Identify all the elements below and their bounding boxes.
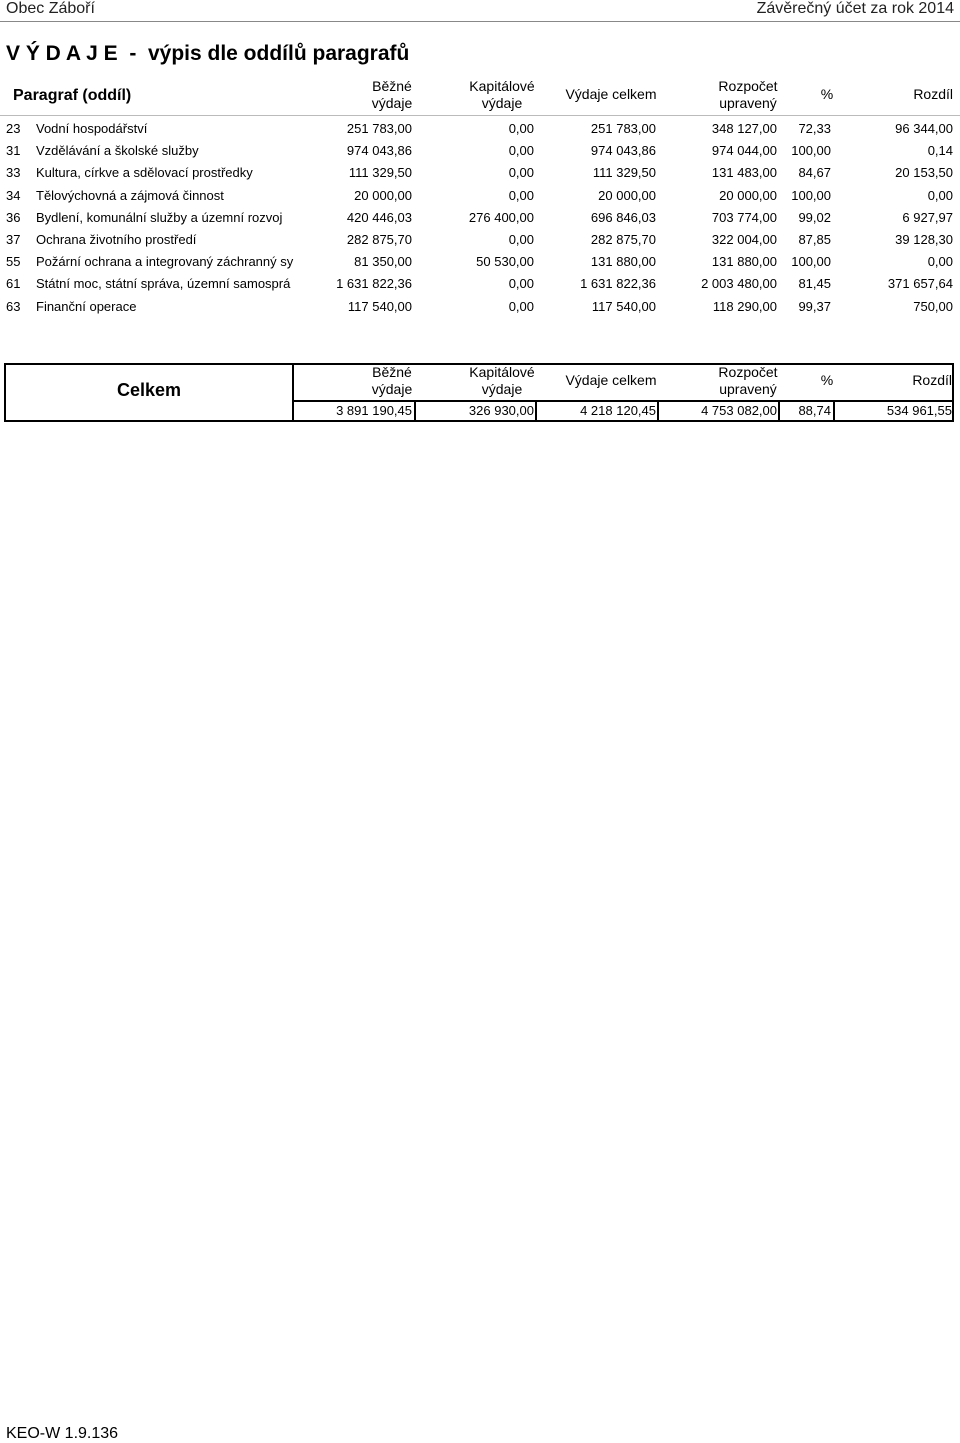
- row-name: Státní moc, státní správa, územní samosprá: [36, 276, 291, 291]
- column-header-pct: %: [820, 86, 834, 102]
- row-rozdil: 371 657,64: [887, 276, 953, 291]
- municipality-name: Obec Záboří: [6, 0, 95, 17]
- totals-label: Celkem: [116, 380, 182, 400]
- totals-rozdil: 534 961,55: [886, 403, 952, 418]
- row-kapitalove: 0,00: [508, 188, 534, 203]
- row-pct: 99,02: [798, 210, 831, 225]
- column-header-paragraf: Paragraf (oddíl): [13, 87, 132, 104]
- row-celkem: 117 540,00: [591, 299, 656, 314]
- row-code: 31: [6, 143, 21, 158]
- row-rozdil: 0,14: [927, 143, 953, 158]
- column-header-divider: [0, 115, 960, 116]
- table-row: [0, 118, 960, 140]
- row-celkem: 251 783,00: [590, 121, 656, 136]
- totals-header-celkem: Výdaje celkem: [565, 372, 657, 388]
- column-header-bezne-line1: Běžné: [372, 78, 412, 94]
- row-bezne: 420 446,03: [346, 210, 412, 225]
- totals-rozpocet: 4 753 082,00: [701, 403, 777, 418]
- row-rozpocet: 131 483,00: [711, 165, 777, 180]
- row-rozdil: 96 344,00: [895, 121, 953, 136]
- row-bezne: 111 329,50: [348, 165, 412, 180]
- row-kapitalove: 50 530,00: [476, 254, 534, 269]
- row-kapitalove: 0,00: [508, 299, 534, 314]
- totals-header-rozpocet-line1: Rozpočet: [718, 364, 778, 380]
- column-header-bezne-line2: výdaje: [371, 95, 413, 111]
- row-pct: 100,00: [791, 188, 831, 203]
- row-code: 37: [6, 232, 21, 247]
- totals-header-kapitalove-line1: Kapitálové: [469, 364, 535, 380]
- totals-header-kapitalove: [462, 364, 542, 398]
- column-header-kapitalove-line2: výdaje: [481, 95, 523, 111]
- row-code: 61: [6, 276, 21, 291]
- row-rozpocet: 2 003 480,00: [701, 276, 777, 291]
- row-name: Bydlení, komunální služby a územní rozvoj: [36, 210, 283, 225]
- row-pct: 99,37: [798, 299, 831, 314]
- row-kapitalove: 0,00: [508, 121, 534, 136]
- totals-cell-separator: [414, 400, 416, 422]
- row-rozdil: 0,00: [927, 254, 953, 269]
- row-code: 36: [6, 210, 21, 225]
- row-rozdil: 750,00: [913, 299, 953, 314]
- table-row: [0, 185, 960, 207]
- table-row: [0, 162, 960, 184]
- row-bezne: 20 000,00: [354, 188, 412, 203]
- row-rozdil: 20 153,50: [895, 165, 953, 180]
- row-name: Vzdělávání a školské služby: [36, 143, 199, 158]
- row-pct: 87,85: [798, 232, 831, 247]
- row-bezne: 1 631 822,36: [336, 276, 412, 291]
- column-header-celkem: Výdaje celkem: [565, 86, 657, 102]
- column-header-rozpocet-line1: Rozpočet: [718, 78, 778, 94]
- row-code: 55: [6, 254, 21, 269]
- row-name: Vodní hospodářství: [36, 121, 148, 136]
- row-code: 63: [6, 299, 21, 314]
- header-divider: [0, 21, 960, 22]
- row-celkem: 111 329,50: [592, 165, 656, 180]
- totals-header-kapitalove-line2: výdaje: [481, 381, 523, 397]
- row-pct: 84,67: [798, 165, 831, 180]
- totals-header-rozdil: Rozdíl: [912, 372, 952, 388]
- row-rozpocet: 118 290,00: [712, 299, 777, 314]
- column-header-rozpocet-line2: upravený: [719, 95, 777, 111]
- row-bezne: 282 875,70: [346, 232, 412, 247]
- row-rozpocet: 322 004,00: [711, 232, 777, 247]
- table-row: [0, 140, 960, 162]
- row-bezne: 251 783,00: [346, 121, 412, 136]
- row-celkem: 282 875,70: [590, 232, 656, 247]
- row-bezne: 974 043,86: [346, 143, 412, 158]
- totals-cell-separator: [657, 400, 659, 422]
- row-celkem: 696 846,03: [590, 210, 656, 225]
- table-row: [0, 296, 960, 318]
- row-pct: 72,33: [798, 121, 831, 136]
- row-celkem: 131 880,00: [590, 254, 656, 269]
- row-code: 33: [6, 165, 21, 180]
- row-rozdil: 0,00: [927, 188, 953, 203]
- row-code: 23: [6, 121, 21, 136]
- row-name: Ochrana životního prostředí: [36, 232, 197, 247]
- row-name: Tělovýchovná a zájmová činnost: [36, 188, 224, 203]
- row-rozpocet: 703 774,00: [711, 210, 777, 225]
- row-bezne: 81 350,00: [354, 254, 412, 269]
- row-rozdil: 6 927,97: [902, 210, 953, 225]
- column-header-rozdil: Rozdíl: [913, 86, 953, 102]
- row-rozpocet: 20 000,00: [719, 188, 777, 203]
- table-row: [0, 207, 960, 229]
- row-pct: 100,00: [791, 143, 831, 158]
- row-celkem: 20 000,00: [598, 188, 656, 203]
- row-kapitalove: 0,00: [508, 232, 534, 247]
- totals-header-rozpocet-line2: upravený: [719, 381, 777, 397]
- row-rozpocet: 131 880,00: [711, 254, 777, 269]
- totals-cell-separator: [778, 400, 780, 422]
- column-header-kapitalove-line1: Kapitálové: [469, 78, 535, 94]
- row-name: Finanční operace: [36, 299, 137, 314]
- page-title: V Ý D A J E - výpis dle oddílů paragrafů: [6, 42, 410, 65]
- table-row: [0, 229, 960, 251]
- totals-pct: 88,74: [798, 403, 831, 418]
- row-kapitalove: 276 400,00: [468, 210, 534, 225]
- totals-header-bezne-line2: výdaje: [371, 381, 413, 397]
- row-celkem: 1 631 822,36: [580, 276, 656, 291]
- column-header-rozpocet: [708, 78, 788, 112]
- row-celkem: 974 043,86: [590, 143, 656, 158]
- report-title: Závěrečný účet za rok 2014: [756, 0, 954, 17]
- totals-bezne: 3 891 190,45: [336, 403, 412, 418]
- row-code: 34: [6, 188, 21, 203]
- row-bezne: 117 540,00: [347, 299, 412, 314]
- table-row: [0, 251, 960, 273]
- row-kapitalove: 0,00: [508, 276, 534, 291]
- totals-header-pct: %: [820, 372, 834, 388]
- row-rozpocet: 348 127,00: [711, 121, 777, 136]
- row-pct: 81,45: [798, 276, 831, 291]
- totals-celkem: 4 218 120,45: [580, 403, 656, 418]
- row-pct: 100,00: [791, 254, 831, 269]
- totals-kapitalove: 326 930,00: [468, 403, 534, 418]
- row-rozpocet: 974 044,00: [711, 143, 777, 158]
- column-header-kapitalove: [462, 78, 542, 112]
- totals-cell-separator: [535, 400, 537, 422]
- row-rozdil: 39 128,30: [895, 232, 953, 247]
- table-row: [0, 273, 960, 295]
- totals-header-bezne-line1: Běžné: [372, 364, 412, 380]
- totals-header-bezne: [352, 364, 432, 398]
- row-name: Požární ochrana a integrovaný záchranný sy: [36, 254, 294, 269]
- row-kapitalove: 0,00: [508, 165, 534, 180]
- totals-header-rozpocet: [708, 364, 788, 398]
- software-version: KEO-W 1.9.136: [6, 1425, 119, 1442]
- row-name: Kultura, církve a sdělovací prostředky: [36, 165, 253, 180]
- totals-cell-separator: [833, 400, 835, 422]
- column-header-bezne: [352, 78, 432, 112]
- row-kapitalove: 0,00: [508, 143, 534, 158]
